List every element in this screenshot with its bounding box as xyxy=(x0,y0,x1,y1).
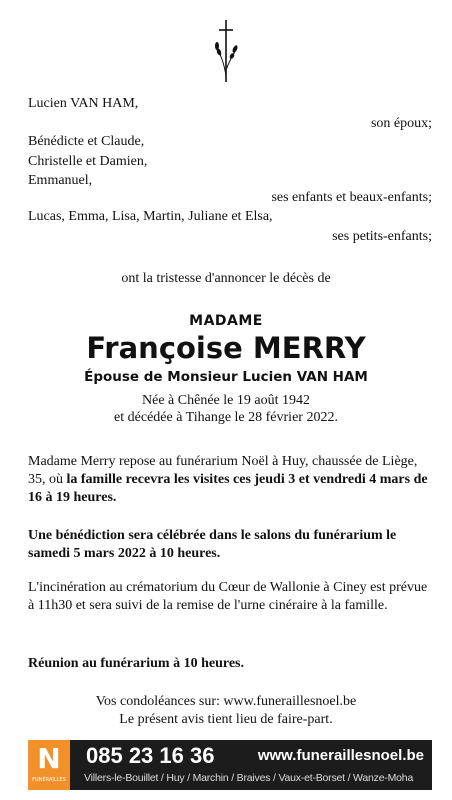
visitation-times: la famille recevra les visites ces jeudi 3 et vendredi 4 mars de 16 à 19 heures. xyxy=(28,472,428,505)
visitation-paragraph xyxy=(28,453,432,507)
visitation-text: Madame Merry repose au funérarium Noël à Huy, chaussée de Liège, 35, où xyxy=(28,454,418,487)
cross-with-wheat-icon xyxy=(212,18,240,84)
blessing-paragraph: Une bénédiction sera célébrée dans le salons du funérarium le samedi 5 mars 2022 à 10 heures. xyxy=(28,528,397,561)
child-1: Bénédicte et Claude, xyxy=(28,134,145,149)
announcement: ont la tristesse d'annoncer le décès de xyxy=(121,271,331,286)
grandchildren-role: ses petits-enfants; xyxy=(332,229,432,244)
logo-caption: FUNÉRAILLES xyxy=(32,777,66,783)
spouse-line: Épouse de Monsieur Lucien VAN HAM xyxy=(84,369,368,385)
meeting-paragraph: Réunion au funérarium à 10 heures. xyxy=(28,656,244,671)
spouse-role: son époux; xyxy=(370,116,432,131)
child-3: Emmanuel, xyxy=(28,173,93,188)
logo-letter: N xyxy=(37,742,61,775)
cremation-paragraph: L'incinération au crématorium du Cœur de Wallonie à Ciney est prévue à 11h30 et sera suivi de la remise de l'urne cinéraire à la famille. xyxy=(28,580,428,613)
website-link[interactable]: www.funeraillesnoel.be xyxy=(257,747,424,764)
birth-line: Née à Chênée le 19 août 1942 xyxy=(142,393,310,408)
children-role: ses enfants et beaux-enfants; xyxy=(271,190,432,205)
funeral-home-banner xyxy=(28,740,432,790)
deceased-name: Françoise MERRY xyxy=(86,331,366,365)
grandchildren: Lucas, Emma, Lisa, Martin, Juliane et Elsa, xyxy=(28,209,273,224)
phone-number: 085 23 16 36 xyxy=(86,743,215,768)
death-line: et décédée à Tihange le 28 février 2022. xyxy=(114,410,338,425)
notice-line: Le présent avis tient lieu de faire-part. xyxy=(119,712,333,727)
locations-line: Villers-le-Bouillet / Huy / Marchin / Braives / Vaux-et-Borset / Wanze-Moha xyxy=(84,772,414,784)
condolences-line: Vos condoléances sur: www.funeraillesnoel.be xyxy=(95,694,357,709)
deceased-title: MADAME xyxy=(189,313,263,329)
funeral-home-logo xyxy=(28,740,70,790)
spouse-name: Lucien VAN HAM, xyxy=(28,96,139,111)
child-2: Christelle et Damien, xyxy=(28,154,148,169)
